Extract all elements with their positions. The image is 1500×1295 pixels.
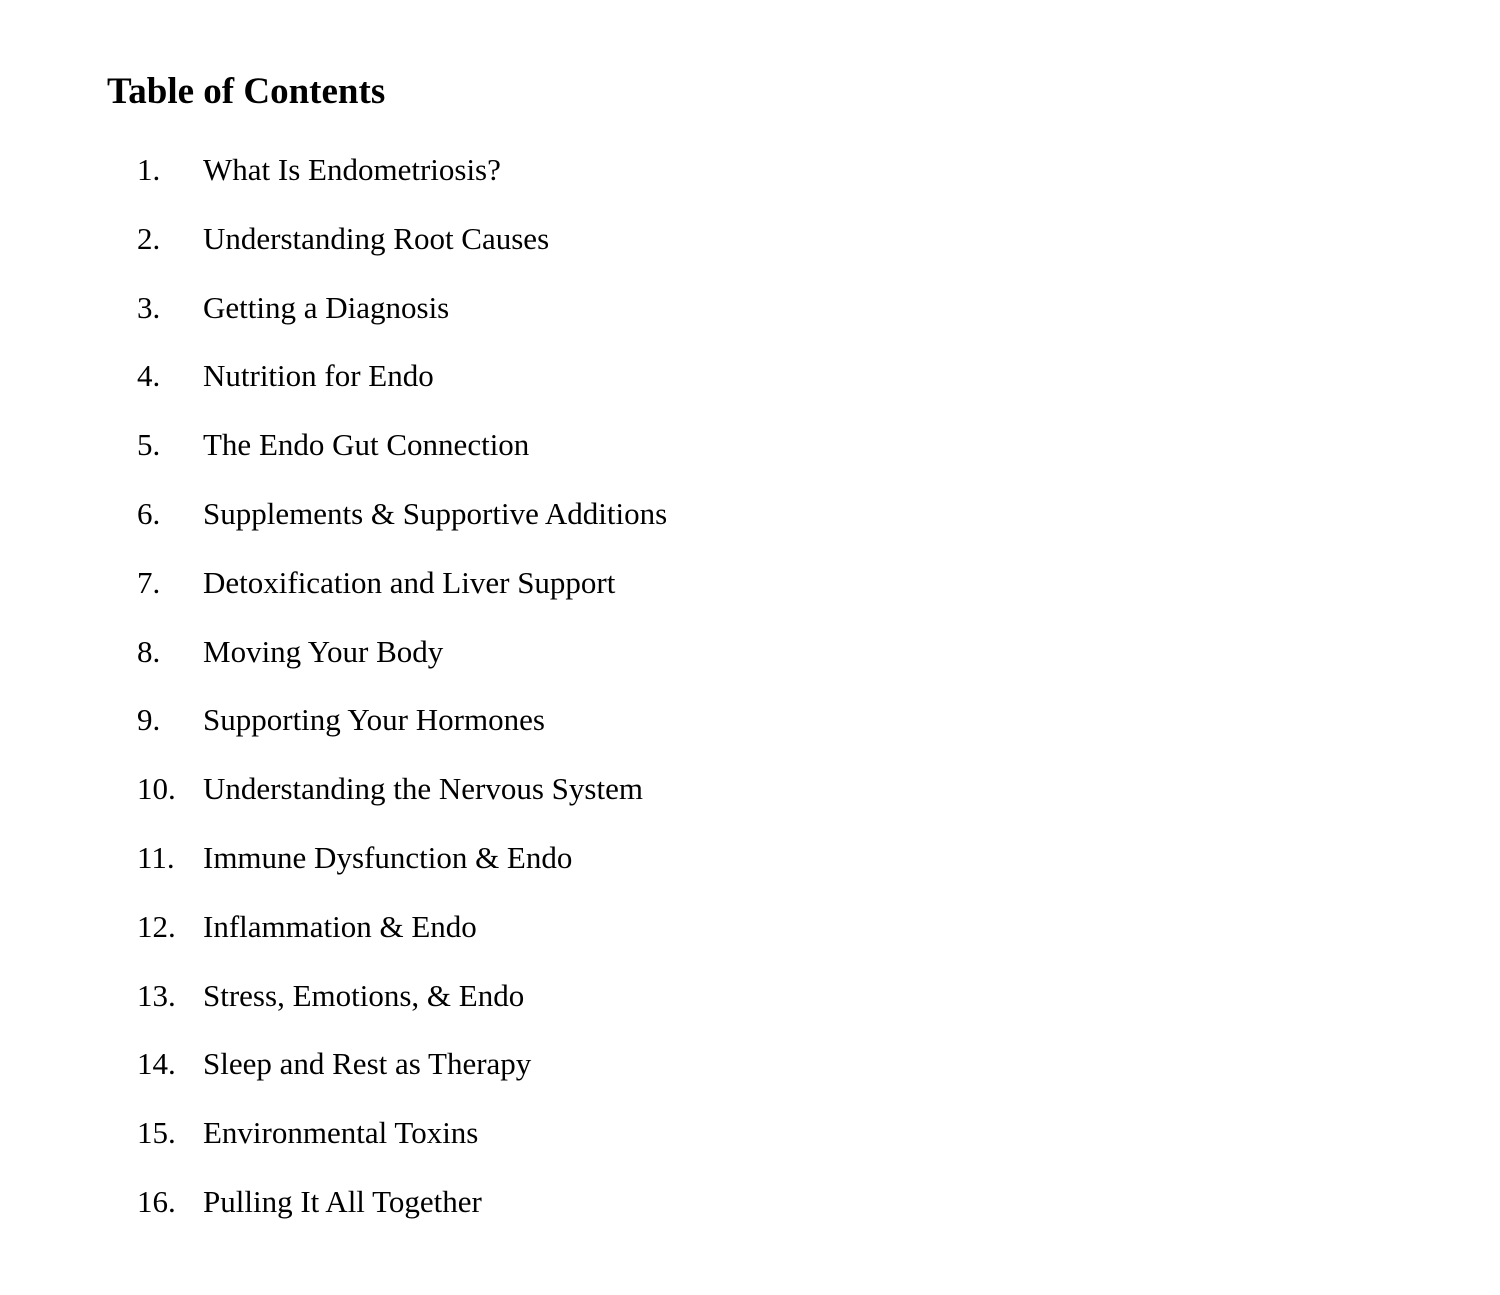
toc-entry-text: Moving Your Body [203, 633, 444, 669]
toc-entry-3 [0, 274, 900, 343]
toc-entry-number: 13. [137, 977, 176, 1013]
toc-entry-text: The Endo Gut Connection [203, 427, 530, 463]
toc-entry-1 [0, 136, 900, 205]
toc-entry-2 [0, 205, 900, 274]
toc-entry-7 [0, 549, 900, 618]
toc-entry-5 [0, 411, 900, 480]
toc-entry-4 [0, 342, 900, 411]
toc-entry-11 [0, 824, 900, 893]
toc-entry-6 [0, 480, 900, 549]
toc-entry-text: Detoxification and Liver Support [203, 564, 616, 600]
toc-entry-text: Sleep and Rest as Therapy [203, 1046, 532, 1082]
toc-entry-13 [0, 962, 900, 1031]
toc-entry-text: Pulling It All Together [203, 1183, 482, 1219]
toc-entry-number: 11. [137, 839, 175, 875]
toc-entry-16 [0, 1168, 900, 1237]
toc-entry-text: Environmental Toxins [203, 1115, 479, 1151]
toc-entry-text: What Is Endometriosis? [203, 152, 501, 187]
toc-title: Table of Contents [107, 71, 386, 112]
toc-entry-number: 2. [137, 220, 161, 256]
toc-entry-number: 15. [137, 1115, 176, 1151]
toc-entry-text: Getting a Diagnosis [203, 289, 450, 325]
toc-list [0, 136, 900, 1237]
toc-entry-text: Understanding the Nervous System [203, 771, 643, 807]
toc-entry-number: 7. [137, 564, 161, 600]
toc-entry-text: Supplements & Supportive Additions [203, 495, 668, 531]
toc-entry-text: Stress, Emotions, & Endo [203, 977, 525, 1013]
toc-entry-number: 6. [137, 495, 161, 531]
toc-entry-number: 1. [137, 152, 161, 187]
toc-entry-number: 12. [137, 908, 176, 944]
toc-entry-15 [0, 1099, 900, 1168]
toc-entry-number: 10. [137, 771, 176, 807]
toc-entry-text: Immune Dysfunction & Endo [203, 839, 573, 875]
toc-entry-number: 4. [137, 358, 161, 394]
toc-entry-text: Supporting Your Hormones [203, 702, 545, 738]
toc-entry-12 [0, 893, 900, 962]
toc-entry-text: Inflammation & Endo [203, 908, 477, 944]
toc-entry-10 [0, 755, 900, 824]
toc-entry-text: Understanding Root Causes [203, 220, 550, 256]
toc-entry-9 [0, 686, 900, 755]
toc-entry-8 [0, 618, 900, 687]
toc-entry-number: 14. [137, 1046, 176, 1082]
toc-entry-number: 8. [137, 633, 161, 669]
toc-entry-14 [0, 1030, 900, 1099]
toc-entry-number: 16. [137, 1183, 176, 1219]
toc-entry-text: Nutrition for Endo [203, 358, 434, 394]
toc-entry-number: 5. [137, 427, 161, 463]
toc-entry-number: 3. [137, 289, 161, 325]
toc-entry-number: 9. [137, 702, 161, 738]
